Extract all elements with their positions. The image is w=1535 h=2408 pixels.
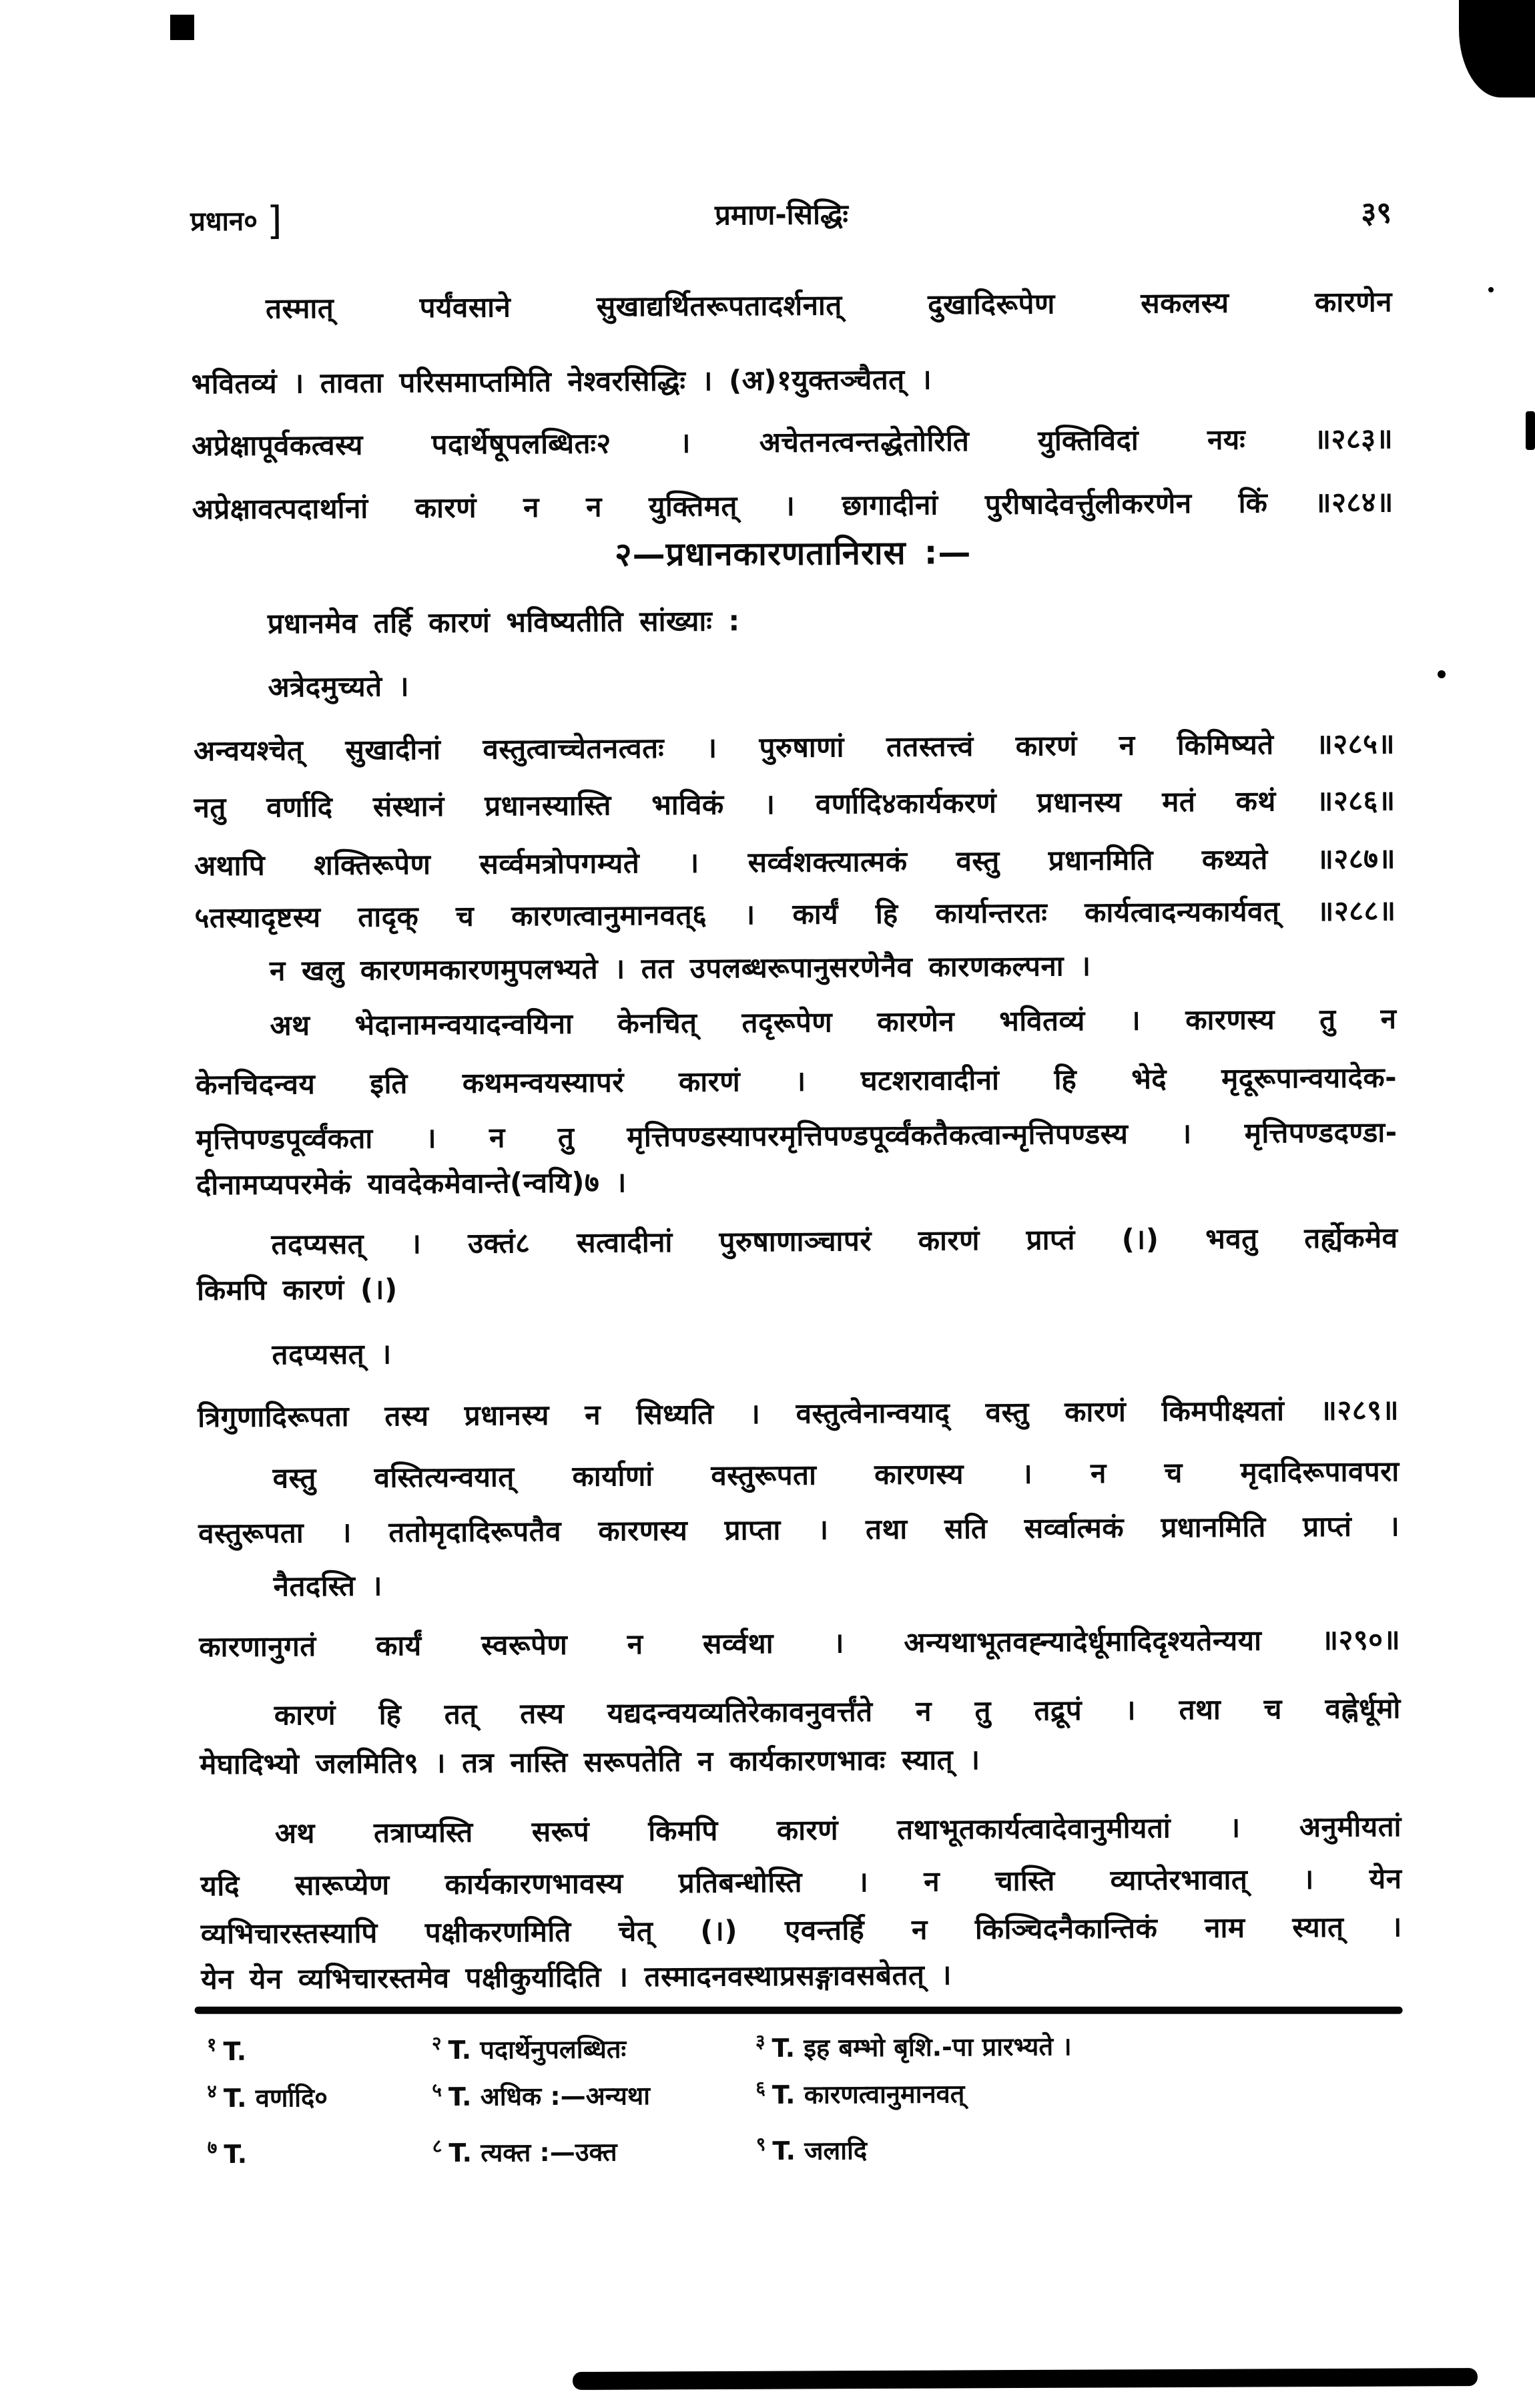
footnote-mark: ७ [207,2136,218,2159]
verse-line: नतु वर्णादि संस्थानं प्रधानस्यास्ति भाविकं । वर्णादि४कार्यकरणं प्रधानस्य मतं कथं ॥२८६॥ [194,784,1396,824]
footnote-divider [195,2007,1403,2014]
body-line: किमपि कारणं (।) [196,1272,398,1307]
footnote [756,2130,868,2168]
footnote [207,2031,246,2066]
body-line: अथ भेदानामन्वयादन्वयिना केनचित् तदृरूपेण कारणेन भवितव्यं । कारणस्य तु न [270,1002,1397,1042]
verse-line: अप्रेक्षावत्पदार्थानां कारणं न न युक्तिमत् । छागादीनां पुरीषादेवर्त्तुलीकरणेन किं ॥२८४॥ [192,485,1394,526]
header-catchword [190,198,282,244]
footnote-mark: ९ [755,2133,766,2156]
body-line: मृत्तिपण्डपूर्व्वंकता । न तु मृत्तिपण्डस्यापरमृत्तिपण्डपूर्व्वंकतैकत्वान्मृत्तिपण्डस्य । मृत्तिपण्डदण्डा- [196,1116,1398,1156]
body-line: वस्तुरूपता । ततोमृदादिरूपतैव कारणस्य प्राप्ता । तथा सति सर्व्वात्मकं प्रधानमिति प्राप्तं । [198,1509,1400,1550]
body-line: भवितव्यं । तावता परिसमाप्तमिति नेश्वरसिद्धिः । (अ)१युक्तञ्चैतत् । [191,363,932,401]
body-line: तस्मात् पर्यंवसाने सुखाद्यर्थितरूपतादर्शनात् दुखादिरूपेण सकलस्य कारणेन [265,285,1393,325]
footnote-mark: ६ [755,2077,765,2100]
body-line: अत्रेदमुच्यते । [268,670,410,704]
footnote [432,2132,617,2170]
header-title: प्रमाण-सिद्धिः [714,198,849,232]
verse-line: अथापि शक्तिरूपेण सर्व्वमत्रोपगम्यते । सर्व्वशक्त्यात्मकं वस्तु प्रधानमिति कथ्यते ॥२८७॥ [194,842,1396,883]
header-bracket: ] [266,198,282,244]
verse-line: ५तस्यादृष्टस्य तादृक् च कारणत्वानुमानवत्६ । कार्यं हि कार्यान्तरतः कार्यत्वादन्यकार्यवत् ॥२८८॥ [194,894,1396,935]
footnote-text: T. [223,2036,247,2067]
body-line: न खलु कारणमकारणमुपलभ्यते । तत उपलब्धरूपानुसरणेनैव कारणकल्पना । [269,949,1091,987]
body-line: नैतदस्ति । [273,1569,383,1603]
page-number: ३९ [1361,196,1392,230]
body-line: कारणं हि तत् तस्य यद्यदन्वयव्यतिरेकावनुवर्त्तंते न तु तद्रूपं । तथा च वह्नेर्धूमो [274,1692,1402,1732]
verse-line: अन्वयश्चेत् सुखादीनां वस्तुत्वाच्चेतनत्वतः । पुरुषाणां ततस्तत्त्वं कारणं न किमिष्यते ॥२८५॥ [193,727,1396,768]
footnote [208,2134,247,2169]
footnote-text: T. त्यक्त :—उक्त [448,2137,617,2168]
footnote [755,2074,964,2112]
body-line: यदि सारूप्येण कार्यकारणभावस्य प्रतिबन्धोस्ति । न चास्ति व्याप्तेरभावात् । येन [200,1862,1402,1903]
footnote-row [202,2071,1403,2125]
footnote-text: T. [224,2139,248,2170]
footnote-text: T. पदार्थेनुपलब्धितः [448,2034,627,2065]
body-line: केनचिदन्वय इति कथमन्वयस्यापरं कारणं । घटशरावादीनां हि भेदे मृदूरूपान्वयादेक- [195,1061,1398,1102]
footnote-mark: २ [431,2032,442,2055]
footnote-row [202,2024,1403,2078]
verse-line: कारणानुगतं कार्यं स्वरूपेण न सर्व्वथा । अन्यथाभूतवह्न्यादेर्धूमादिदृश्यतेन्यया ॥२९०॥ [199,1623,1401,1664]
scan-artifact-top-left [170,15,194,40]
footnote-text: T. अधिक :—अन्यथा [448,2081,651,2112]
section-heading: २—प्रधानकारणतानिरास :— [614,533,972,574]
body-line: तदप्यसत् । उक्तं८ सत्वादीनां पुरुषाणाञ्चापरं कारणं प्राप्तं (।) भवतु तर्ह्येकमेव [271,1221,1398,1261]
verse-line: अप्रेक्षापूर्वकत्वस्य पदार्थेषूपलब्धितः२ । अचेतनत्वन्तद्धेतोरिति युक्तिविदां नयः ॥२८३॥ [192,422,1394,463]
footnote-row [202,2127,1404,2181]
body-line: तदप्यसत् । [272,1337,392,1371]
body-line: व्यभिचारस्तस्यापि पक्षीकरणमिति चेत् (।) एवन्तर्हि न किञ्चिदनैकान्तिकं नाम स्यात् । [200,1910,1402,1951]
scan-artifact-dot [1488,287,1494,292]
footnote-mark: ४ [207,2080,217,2103]
catchword-text: प्रधान० [190,206,258,238]
footnote [432,2076,650,2114]
scan-artifact-right-edge [1526,411,1535,450]
footnote-text: T. वर्णादि० [223,2083,328,2114]
footnote [207,2078,328,2115]
body-line: मेघादिभ्यो जलमिति९ । तत्र नास्ति सरूपतेति न कार्यकारणभावः स्यात् । [200,1743,980,1781]
running-header [190,191,1392,244]
footnote-text: T. कारणत्वानुमानवत् [772,2079,965,2110]
scan-artifact-dot [1438,670,1446,678]
footnote [755,2026,1072,2065]
footnote [432,2029,627,2067]
body-line: दीनामप्यपरमेकं यावदेकमेवान्ते(न्वयि)७ । [196,1166,627,1202]
footnote-text: T. इह बम्भो बृशि.-पा प्रारभ्यते । [772,2031,1072,2063]
verse-line: त्रिगुणादिरूपता तस्य प्रधानस्य न सिध्यति । वस्तुत्वेनान्वयाद् वस्तु कारणं किमपीक्ष्यतां ॥२८९॥ [198,1393,1400,1434]
body-line: वस्तु वस्तित्यन्वयात् कार्याणां वस्तुरूपता कारणस्य । न च मृदादिरूपावपरा [272,1455,1400,1495]
footnote-text: T. जलादि [772,2136,868,2166]
footnote-mark: १ [206,2033,217,2056]
footnote-mark: ८ [432,2135,442,2158]
footnote-mark: ५ [432,2079,442,2102]
body-line: प्रधानमेव तर्हि कारणं भविष्यतीति सांख्याः : [267,604,740,640]
body-line: येन येन व्यभिचारस्तमेव पक्षीकुर्यादिति । तस्मादनवस्थाप्रसङ्गावसबेतत् । [201,1958,952,1996]
footnote-mark: ३ [755,2030,765,2053]
body-line: अथ तत्राप्यस्ति सरूपं किमपि कारणं तथाभूतकार्यत्वादेवानुमीयतां । अनुमीयतां [274,1810,1402,1850]
